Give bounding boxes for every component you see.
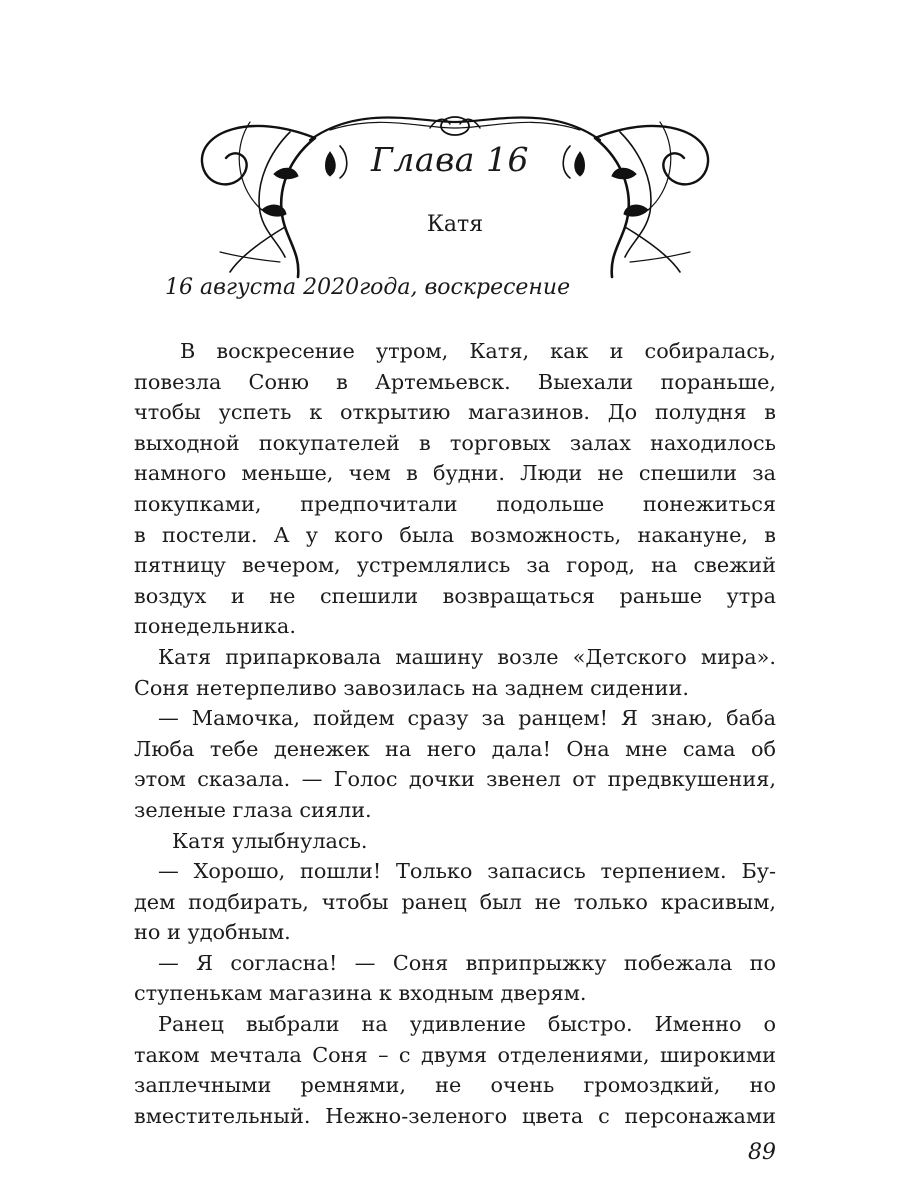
text-line: вместительный. Нежно-зеленого цвета с персонажами bbox=[134, 1103, 776, 1128]
text-line: ступенькам магазина к входным дверям. bbox=[134, 981, 587, 1006]
text-line: — Хорошо, пошли! Только запасись терпением. Бу- bbox=[158, 859, 776, 884]
ornamental-frame bbox=[190, 92, 720, 282]
text-line: зеленые глаза сияли. bbox=[134, 797, 372, 822]
text-line: этом сказала. — Голос дочки звенел от предвкушения, bbox=[134, 767, 776, 792]
text-line: намного меньше, чем в будни. Люди не спешили за bbox=[134, 461, 776, 486]
chapter-subtitle: Катя bbox=[426, 212, 484, 237]
chapter-title: Глава 16 bbox=[371, 140, 529, 179]
text-line: Катя улыбнулась. bbox=[172, 828, 368, 853]
text-line: понедельника. bbox=[134, 614, 296, 639]
text-line: заплечными ремнями, не очень громоздкий, но bbox=[134, 1073, 776, 1098]
date-line: 16 августа 2020года, воскресение bbox=[165, 275, 571, 300]
page-number: 89 bbox=[748, 1140, 776, 1165]
text-line: — Я согласна! — Соня вприпрыжку побежала по bbox=[158, 950, 776, 975]
text-line: выходной покупателей в торговых залах находилось bbox=[134, 430, 776, 455]
text-line: — Мамочка, пойдем сразу за ранцем! Я знаю, баба bbox=[158, 706, 776, 731]
text-line: таком мечтала Соня – с двумя отделениями, широкими bbox=[134, 1042, 776, 1067]
text-line: в постели. А у кого была возможность, накануне, в bbox=[134, 522, 776, 547]
text-line: Люба тебе денежек на него дала! Она мне сама об bbox=[134, 736, 776, 761]
text-line: пятницу вечером, устремлялись за город, на свежий bbox=[134, 553, 776, 578]
text-line: воздух и не спешили возвращаться раньше утра bbox=[134, 583, 776, 608]
text-line: чтобы успеть к открытию магазинов. До полудня в bbox=[134, 400, 776, 425]
text-line: покупками, предпочитали подольше понежиться bbox=[134, 491, 776, 516]
text-line: Соня нетерпеливо завозилась на заднем сидении. bbox=[134, 675, 689, 700]
text-line: дем подбирать, чтобы ранец был не только красивым, bbox=[134, 889, 776, 914]
text-line: В воскресение утром, Катя, как и собиралась, bbox=[180, 339, 776, 363]
text-line: но и удобным. bbox=[134, 920, 291, 945]
text-line: Катя припарковала машину возле «Детского мира». bbox=[158, 644, 776, 669]
body-text bbox=[134, 336, 776, 1131]
text-line: Ранец выбрали на удивление быстро. Именно о bbox=[158, 1012, 776, 1037]
text-line: повезла Соню в Артемьевск. Выехали пораньше, bbox=[134, 369, 776, 394]
